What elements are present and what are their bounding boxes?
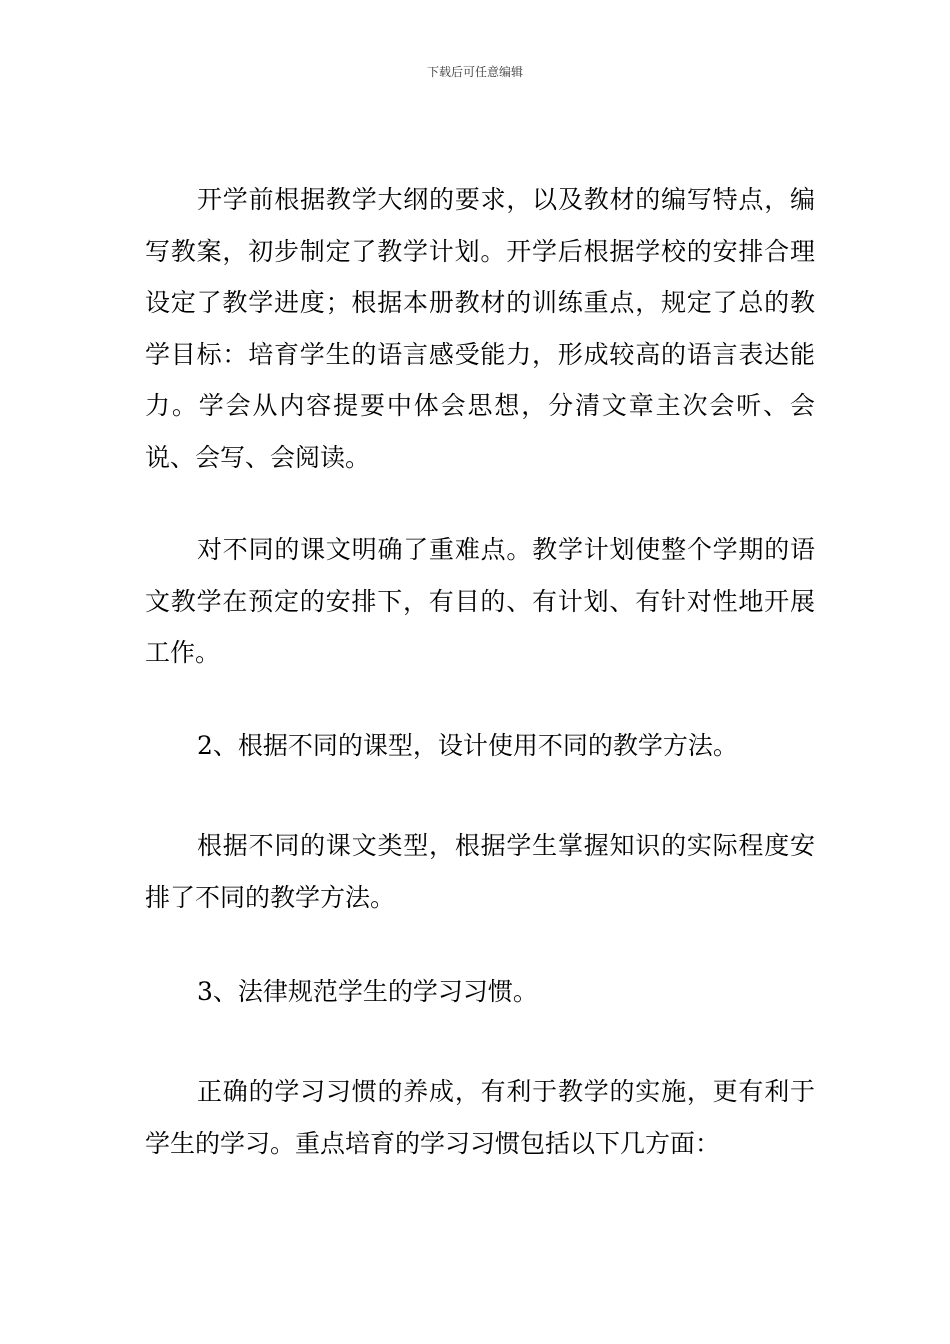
paragraph-habits: 正确的学习习惯的养成，有利于教学的实施，更有利于学生的学习。重点培育的学习习惯包括以下几方面： [145,1077,815,1158]
paragraph-key-points: 对不同的课文明确了重难点。教学计划使整个学期的语文教学在预定的安排下，有目的、有计划、有针对性地开展工作。 [145,535,815,667]
header-note: 下载后可任意编辑 [426,65,523,79]
paragraph-teaching-plan: 开学前根据教学大纲的要求，以及教材的编写特点，编写教案，初步制定了教学计划。开学后根据学校的安排合理设定了教学进度；根据本册教材的训练重点，规定了总的教学目标：培育学生的语言感受能力，形成较高的语言表达能力。学会从内容提要中体会思想，分清文章主次会听、会说、会写、会阅读。 [145,185,815,472]
section-heading-methods: 2、根据不同的课型，设计使用不同的教学方法。 [197,731,738,760]
section-heading-habits: 3、法律规范学生的学习习惯。 [197,977,538,1006]
paragraph-methods: 根据不同的课文类型，根据学生掌握知识的实际程度安排了不同的教学方法。 [145,831,815,912]
